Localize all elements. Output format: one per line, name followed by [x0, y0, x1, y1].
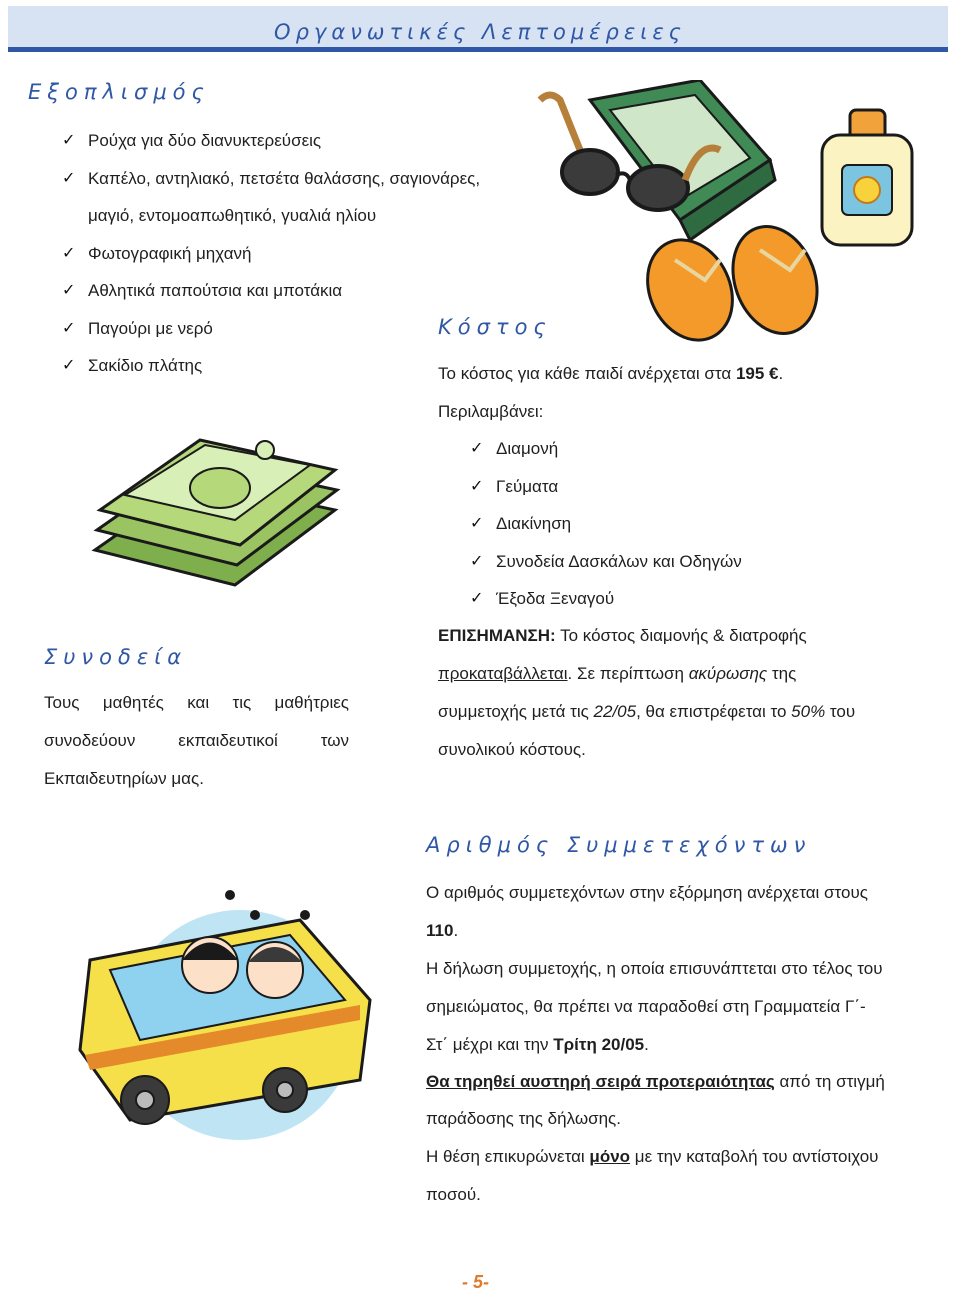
- check-icon: ✓: [470, 440, 484, 457]
- deadline: Τρίτη 20/05: [553, 1035, 645, 1054]
- includes-label: Περιλαμβάνει:: [438, 402, 544, 421]
- list-item: ✓ Έξοδα Ξεναγού: [466, 580, 742, 618]
- bus-illustration: [70, 880, 390, 1140]
- check-icon: ✓: [62, 132, 76, 149]
- participants-line: Η θέση επικυρώνεται μόνο με την καταβολή του αντίστοιχου: [426, 1147, 879, 1166]
- escort-line: Εκπαιδευτηρίων μας.: [44, 769, 204, 788]
- sunscreen-icon: [822, 110, 912, 245]
- includes-list: [466, 430, 742, 618]
- flip-flops-icon: [632, 215, 832, 350]
- escort-line: συνοδεύουν εκπαιδευτικοί των: [44, 731, 349, 750]
- list-item: ✓ Σακίδιο πλάτης: [58, 347, 480, 385]
- check-icon: ✓: [62, 357, 76, 374]
- list-item-continuation: μαγιό, εντομοαπωθητικό, γυαλιά ηλίου: [88, 206, 377, 225]
- participants-line: παράδοσης της δήλωσης.: [426, 1109, 621, 1128]
- towel-icon: [590, 80, 775, 240]
- check-icon: ✓: [62, 169, 76, 187]
- check-icon: ✓: [62, 244, 76, 262]
- participants-line: Ο αριθμός συμμετεχόντων στην εξόρμηση ανέρχεται στους: [426, 883, 868, 902]
- participants-line: Θα τηρηθεί αυστηρή σειρά προτεραιότητας από τη στιγμή: [426, 1072, 885, 1091]
- list-item: ✓ Συνοδεία Δασκάλων και Οδηγών: [466, 543, 742, 581]
- equipment-list: [58, 122, 480, 385]
- check-icon: ✓: [62, 319, 76, 337]
- list-item: ✓ Φωτογραφική μηχανή: [58, 235, 480, 273]
- participants-line: Η δήλωση συμμετοχής, η οποία επισυνάπτεται στο τέλος του: [426, 959, 883, 978]
- check-icon: ✓: [62, 282, 76, 299]
- check-icon: ✓: [470, 515, 484, 532]
- check-icon: ✓: [470, 477, 484, 495]
- participants-heading: Αριθμός Συμμετεχόντων: [426, 833, 812, 857]
- banknotes-icon: [95, 440, 337, 585]
- participants-line: 110.: [426, 921, 459, 940]
- participants-line: ποσού.: [426, 1185, 481, 1204]
- money-illustration: [85, 400, 345, 610]
- note-line: ΕΠΙΣΗΜΑΝΣΗ: Το κόστος διαμονής & διατροφής: [438, 626, 807, 645]
- beach-items-illustration: [530, 80, 950, 350]
- page-number: - 5-: [462, 1272, 489, 1292]
- list-item: ✓ Ρούχα για δύο διανυκτερεύσεις: [58, 122, 480, 160]
- page-banner: [8, 6, 948, 52]
- cost-amount: 195 €: [735, 364, 779, 383]
- list-item: ✓ Αθλητικά παπούτσια και μποτάκια: [58, 272, 480, 310]
- note-line: συνολικού κόστους.: [438, 740, 586, 759]
- list-item: ✓ Διακίνηση: [466, 505, 742, 543]
- banner-title: Οργανωτικές Λεπτομέρειες: [274, 20, 686, 44]
- list-item: ✓ Διαμονή: [466, 430, 742, 468]
- list-item: ✓ Γεύματα: [466, 468, 742, 506]
- participants-count: 110: [426, 921, 454, 940]
- equipment-heading: Εξοπλισμός: [28, 80, 210, 104]
- participants-line: Στ΄ μέχρι και την Τρίτη 20/05.: [426, 1035, 649, 1054]
- check-icon: ✓: [470, 552, 484, 570]
- escort-heading: Συνοδεία: [44, 645, 188, 669]
- check-icon: ✓: [470, 590, 484, 607]
- list-item: ✓ Καπέλο, αντηλιακό, πετσέτα θαλάσσης, σαγιονάρες,: [58, 160, 480, 198]
- escort-line: Τους μαθητές και τις μαθήτριες: [44, 693, 349, 712]
- cost-amount-line: Το κόστος για κάθε παιδί ανέρχεται στα 195 €.: [438, 364, 784, 383]
- note-line: συμμετοχής μετά τις 22/05, θα επιστρέφεται το 50% του: [438, 702, 856, 721]
- cost-heading: Κόστος: [438, 315, 552, 339]
- note-line: προκαταβάλλεται. Σε περίπτωση ακύρωσης της: [438, 664, 797, 683]
- participants-line: σημειώματος, θα πρέπει να παραδοθεί στη Γραμματεία Γ΄-: [426, 997, 866, 1016]
- list-item: ✓ Παγούρι με νερό: [58, 310, 480, 348]
